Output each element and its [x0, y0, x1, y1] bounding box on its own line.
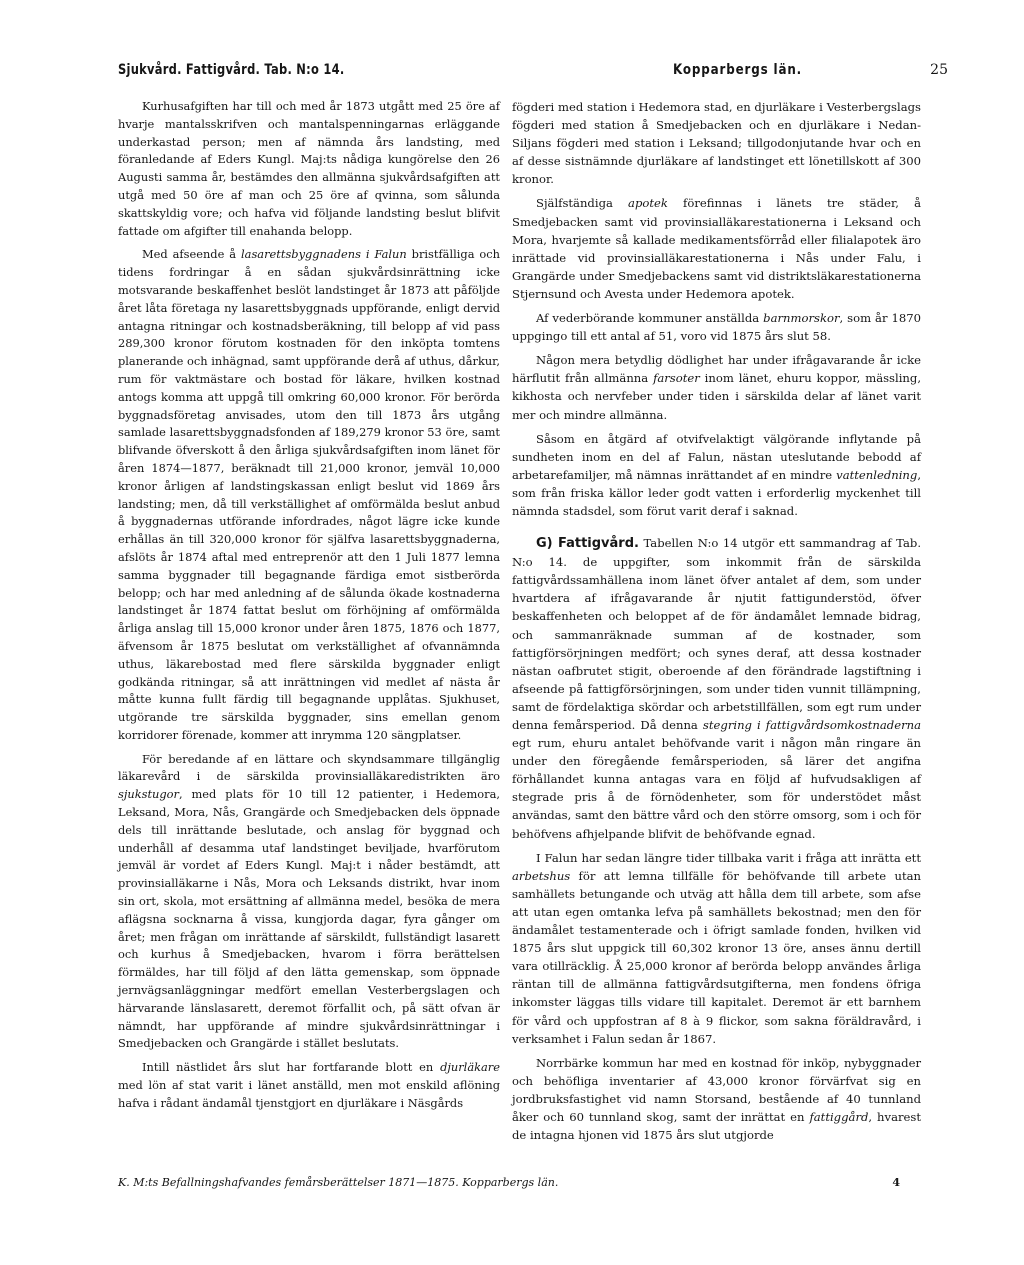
emphasis-fattiggard: fattiggård: [809, 1109, 869, 1124]
paragraph-farsoter: Någon mera betydlig dödlighet har under ifrågavarande år icke härflutit från allmänna farsoter inom länet, ehuru koppor, mässling, kikhosta och nervfeber under tiden i särskilda delar af länet varit mer och mindre allmänna.: [512, 353, 921, 422]
running-header: [118, 62, 948, 86]
emphasis-lasarett: lasarettsbyggnadens i Falun: [241, 247, 407, 262]
emphasis-barnmorskor: barnmorskor: [763, 311, 840, 326]
section-heading-fattigvard: G) Fattigvård.: [536, 536, 639, 552]
paragraph-lasarettsbyggnad: Med afseende å lasarettsbyggnadens i Falun bristfälliga och tidens fordringar å en sådan sjukvårdsinrättning icke motsvarande beskaffenhet beslöt landstinget år 1873 att påföljde året låta företaga ny lasarettsbyggnads uppförande, enligt dervid antagna ritningar och kostnadsberäkning, till belopp af vid pass 289,300 kronor förutom kostnaden för den inköpta tomtens planerande och inhägnad, samt uppförande derå af uthus, dårkur, rum för vaktmästare och bostad för läkare, hvilken kostnad antogs komma att uppgå till omkring 60,000 kronor. För berörda byggnadsföretag anvisades, utom den till 1873 års utgång samlade lasarettsbyggnadsfonden af 189,279 kronor 53 öre, samt blifvande öfverskott å den årliga sjukvårdsafgiften inom länet för åren 1874—1877, beräknadt till 21,000 kronor, jemväl 10,000 kronor årligen af landstingskassan enligt beslut vid 1869 års landsting; men, då till verkställighet af omförmälda beslut anbud å byggnadernas utförande infordrades, något lägre icke kunde erhållas än till 320,000 kronor för själfva lasarettsbyggnaderna, afslöts år 1874 aftal med entreprenör att den 1 Juli 1877 lemna samma byggnader till begagnande färdiga emot sistberörda belopp; och har med anledning af de sålunda ökade kostnaderna landstinget år 1874 fattat beslut om förhöjning af omförmälda årliga anslag till 15,000 kronor under åren 1875, 1876 och 1877, äfvensom år 1875 beslutat om verkställighet af ofvannämnda uthus, läkarebostad med flere särskilda byggnader enligt godkända ritningar, så att inrättningen vid medlet af nästa år måtte kunna fullt färdig till begagnande upplåtas. Sjukhuset, utgörande tre särskilda byggnader, sins emellan genom korridorer förenade, kommer att inrymma 120 sängplatser.: [118, 247, 501, 742]
emphasis-vattenledning: vattenledning: [836, 467, 918, 482]
footer-signature-mark: 4: [892, 1176, 900, 1189]
paragraph-fattigvard: G) Fattigvård. Tabellen N:o 14 utgör ett sammandrag af Tab. N:o 14. de uppgifter, som inkommit från de särskilda fattigvårdssamhällena inom länet öfver antalet af dem, som under hvartdera af ifrågavarande år njutit fattigunderstöd, öfver beskaffenheten och beloppet af de för ändamålet lemnade bidrag, och sammanräknade summan af de kostnader, som fattigförsörjningen medfört; och synes deraf, att dessa kostnader nästan oafbrutet stigit, oberoende af den förändrade lagstiftning i afseende på fattigförsörjningen, som under tiden vunnit tillämpning, samt de fördelaktiga skördar och arbetstillfällen, som egt rum under denna femårsperiod. Då denna stegring i fattigvårdsomkostnaderna egt rum, ehuru antalet behöfvande varit i någon mån ringare än under den föregående femårsperioden, så lärer det angifna förhållandet kunna antagas vara en följd af hufvudsakligen af stegrade pris å de förnödenheter, som för understödet måst användas, samt den bättre vård och den större omsorg, som i och för behöfvens afhjelpande blifvit de behöfvande egnad.: [512, 536, 922, 841]
paragraph-barnmorskor: Af vederbörande kommuner anställda barnmorskor, som år 1870 uppgingo till ett antal af 51, voro vid 1875 års slut 58.: [512, 311, 921, 344]
emphasis-farsoter: farsoter: [653, 371, 700, 386]
right-column: [512, 98, 921, 1150]
page-number: 25: [930, 62, 948, 78]
paragraph-kurhusafgiften: Kurhusafgiften har till och med år 1873 utgått med 25 öre af hvarje mantalsskrifven och mantalspenningarnas erläggande underkastad person; men af nämnda års landsting, med föranledande af Eders Kungl. Maj:ts nådiga kungörelse den 26 Augusti samma år, bestämdes den allmänna sjukvårdsafgiften att utgå med 50 öre af man och 25 öre af qvinna, som sålunda skattskyldig vore; och hafva vid följande landsting beslut blifvit fattade om afgifter till enahanda belopp.: [118, 99, 500, 238]
header-county: Kopparbergs län.: [673, 62, 803, 78]
emphasis-arbetshus: arbetshus: [512, 868, 571, 883]
paragraph-fogderi: fögderi med station i Hedemora stad, en djurläkare i Vesterbergslags fögderi med station å Smedjebacken och en djurläkare i Nedan-Siljans fögderi med station i Leksand; tillgodonjutande hvar och en af desse sistnämnde djurläkare af landstinget ett lönetillskott af 300 kronor.: [512, 100, 921, 187]
paragraph-sjukstugor: För beredande af en lättare och skyndsammare tillgänglig läkarevård i de särskilda provinsialläkaredistrikten äro sjukstugor, med plats för 10 till 12 patienter, i Hedemora, Leksand, Mora, Nås, Grangärde och Smedjebacken dels öppnade dels till inrättande beslutade, och anslag för byggnad och underhåll af desamma utaf landstinget beviljade, hvarförutom jemväl är vordet af Eders Kungl. Maj:t i nåder bestämdt, att provinsialläkarne i Nås, Mora och Leksands distrikt, hvar inom sin ort, skola, mot ersättning af allmänna medel, besöka de mera aflägsna socknarna å vissa, kungjorda dagar, fyra gånger om året; men frågan om inrättande af särskildt, fullständigt lasarett och kurhus å Smedjebacken, hvarom i förra berättelsen förmäldes, har till följd af den lätta gemenskap, som öppnade jernvägsanläggningar medfört emellan Vesterbergslagen och härvarande länslasarett, deremot förfallit och, på sätt ofvan är nämndt, har uppförande af mindre sjukvårdsinrättningar i Smedjebacken och Grangärde i stället beslutats.: [118, 751, 500, 1051]
page-footer: [118, 1176, 948, 1189]
paragraph-arbetshus: I Falun har sedan längre tider tillbaka varit i fråga att inrätta ett arbetshus för att lemna tillfälle för behöfvande till arbete utan samhällets betungande och utväg att hålla dem till arbete, som afse att utan egen omtanka lefva på samhällets bekostnad; men den för ändamålet testamenterade och i öfrigt samlade fonden, hvilken vid 1875 års slut uppgick till 60,302 kronor 13 öre, anses ännu dertill vara otillräcklig. Å 25,000 kronor af berörda belopp användes årliga räntan till de allmänna fattigvårdsutgifterna, men fondens öfriga inkomster läggas tills vidare till kapitalet. Deremot är ett barnhem för vård och uppfostran af 8 à 9 flickor, som sakna föräldravård, i verksamhet i Falun sedan år 1867.: [512, 850, 921, 1046]
emphasis-djurlakare: djurläkare: [440, 1060, 500, 1075]
footer-source: K. M:ts Befallningshafvandes femårsberättelser 1871—1875. Kopparbergs län.: [118, 1176, 559, 1189]
paragraph-fattiggard: Norrbärke kommun har med en kostnad för inköp, nybyggnader och behöfliga inventarier af 43,000 kronor förvärfvat sig en jordbruksfastighet vid namn Storsand, bestående af 40 tunnland åker och 60 tunnland skog, samt der inrättat en fattiggård, hvarest de intagna hjonen vid 1875 års slut utgjorde: [512, 1055, 921, 1143]
paragraph-apotek: Själfständiga apotek förefinnas i länets tre städer, å Smedjebacken samt vid provinsialläkarestationerna i Leksand och Mora, hvarjemte så kallade medikamentsförråd eller filialapotek äro inrättade vid provinsialläkarestationerna i Nås under Falu, i Grangärde under Smedjebackens samt vid distriktsläkarestationerna Stjernsund och Avesta under Hedemora apotek.: [512, 196, 921, 301]
emphasis-stegring: stegring i fattigvårdsomkostnaderna: [702, 718, 921, 732]
emphasis-apotek: apotek: [628, 196, 668, 211]
paragraph-vattenledning: Såsom en åtgärd af otvifvelaktigt välgörande inflytande på sundheten inom en del af Falun, nästan uteslutande bebodd af arbetarefamiljer, må nämnas inrättandet af en mindre vattenledning, som från friska källor leder godt vatten i erforderlig myckenhet till nämnda stadsdel, som förut varit deraf i saknad.: [512, 431, 921, 518]
paragraph-djurlakare: Intill nästlidet års slut har fortfarande blott en djurläkare med lön af stat varit i länet anställd, men mot enskild aflöning hafva i rådant ändamål tjenstgjort en djurläkare i Näsgårds: [118, 1060, 500, 1110]
emphasis-sjukstugor: sjukstugor: [118, 787, 179, 802]
left-column: [118, 98, 500, 1119]
header-section-title: Sjukvård. Fattigvård. Tab. N:o 14.: [118, 62, 345, 78]
